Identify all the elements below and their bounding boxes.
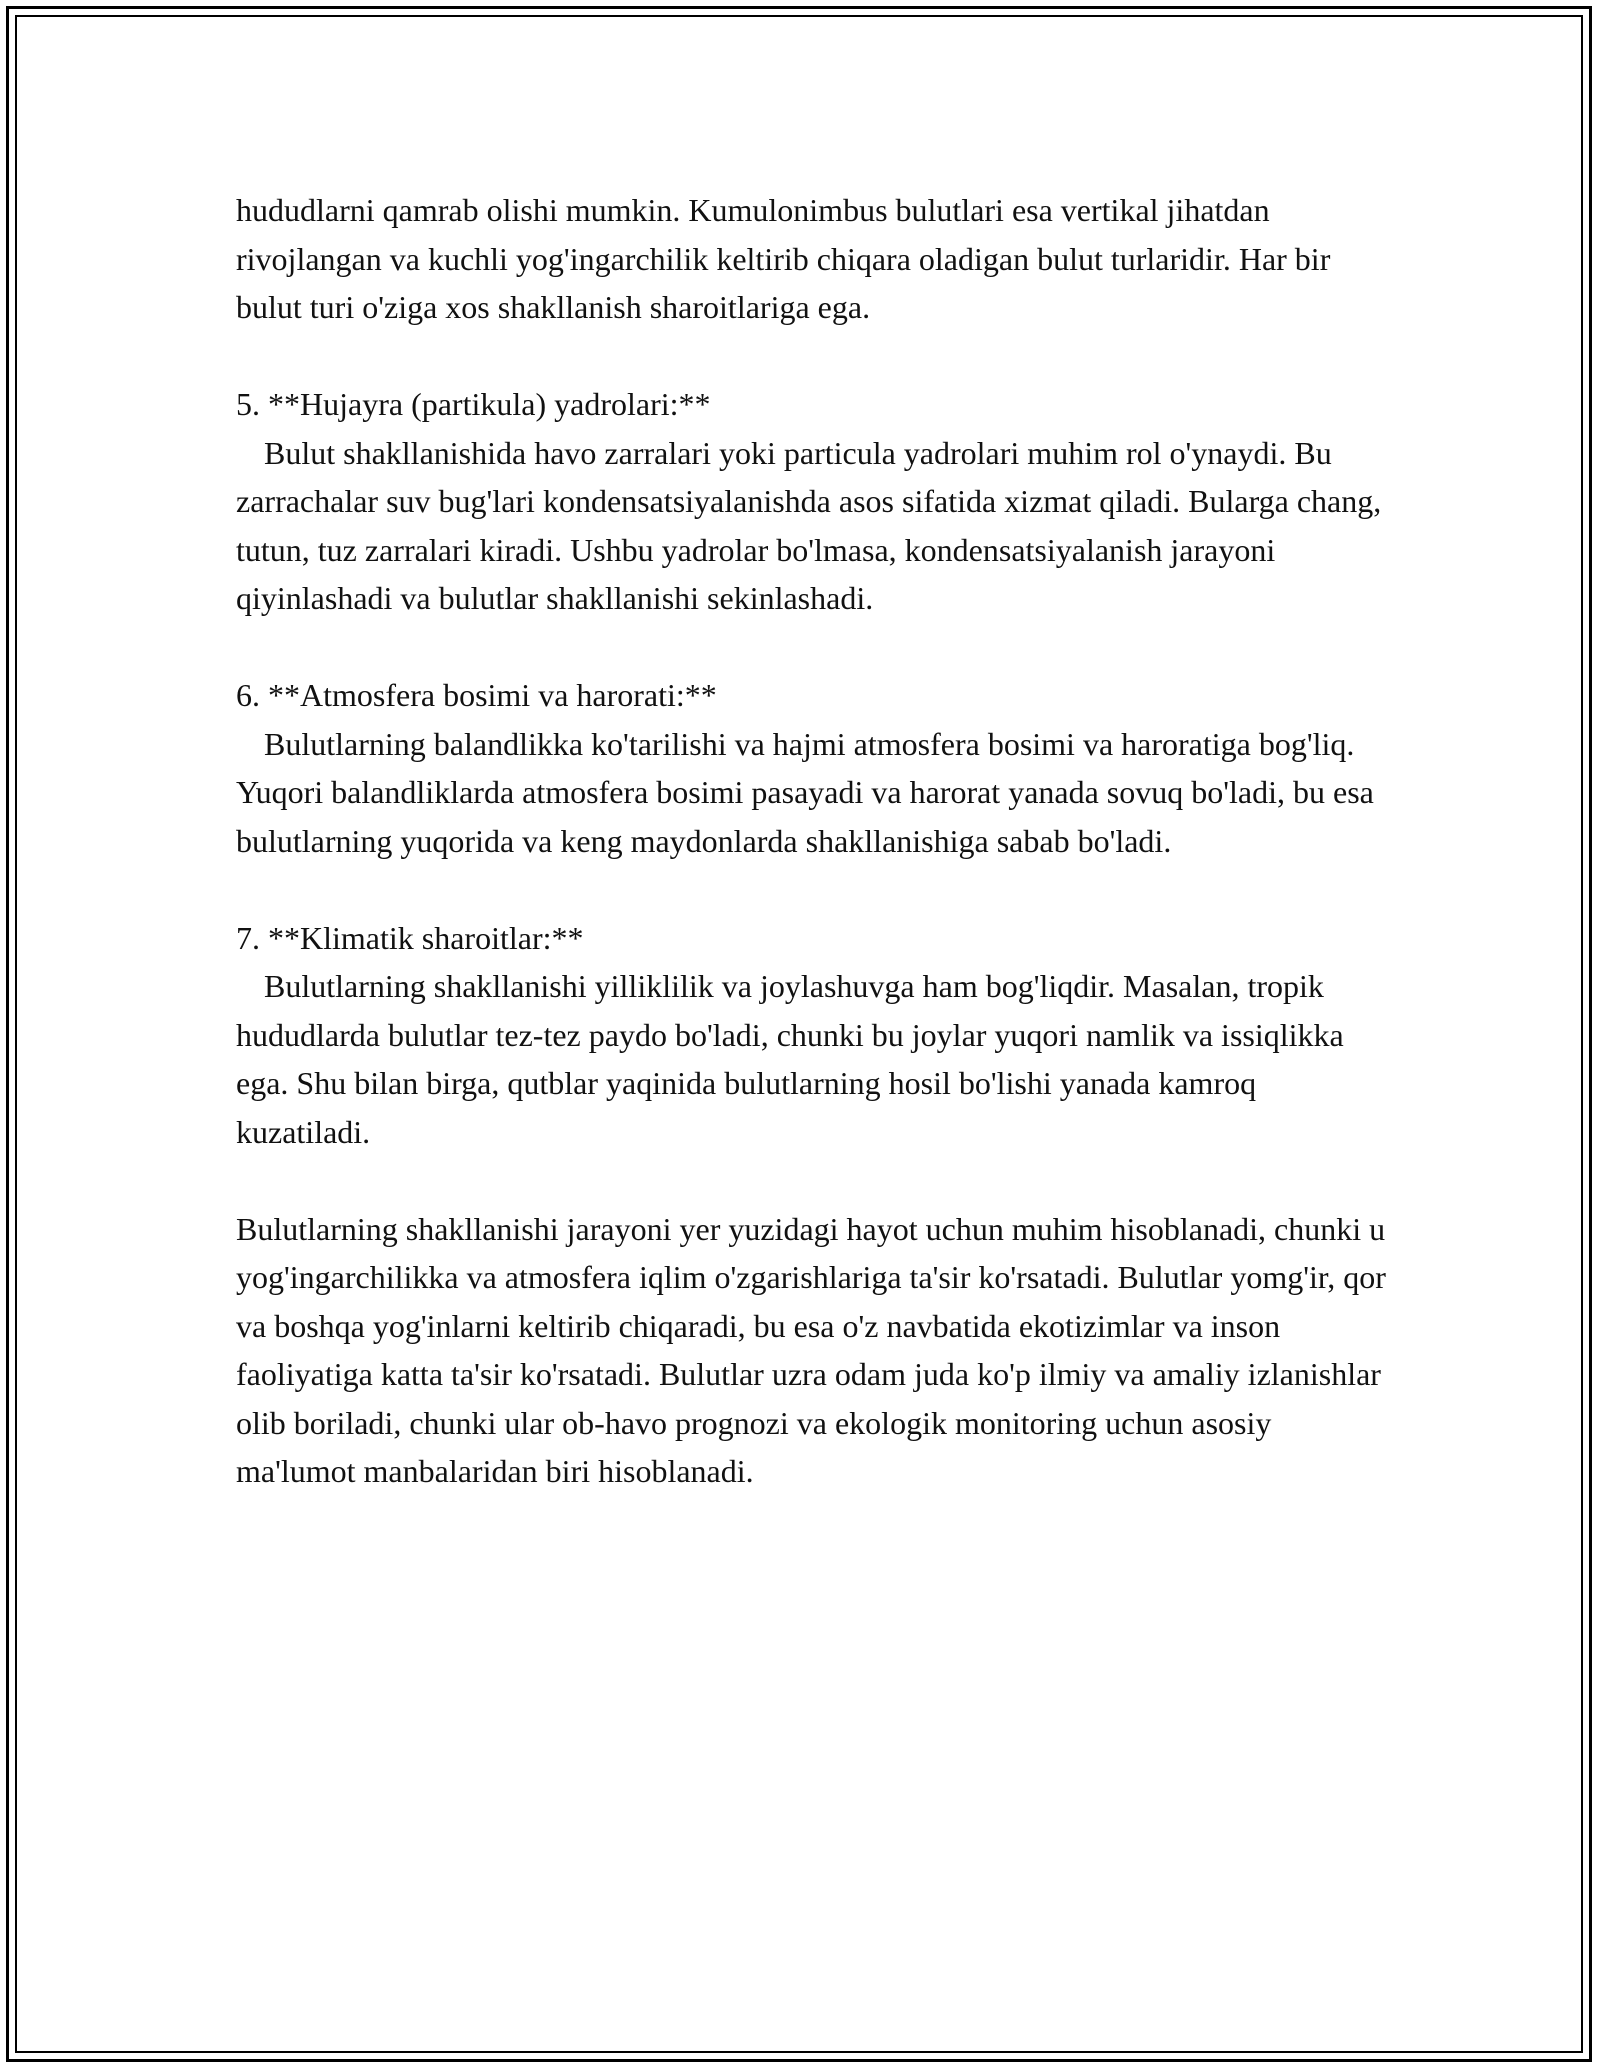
section-body: Bulut shakllanishida havo zarralari yoki particula yadrolari muhim rol o'ynaydi. Bu zarrachalar suv bug'lari kondensatsiyalanishda asos sifatida xizmat qiladi. Bularga chang, tutun, tuz zarralari kiradi. Ushbu yadrolar bo'lmasa, kondensatsiyalanish jarayoni qiyinlashadi va bulutlar shakllanishi sekinlashadi. (236, 434, 1390, 616)
section-body: Bulutlarning balandlikka ko'tarilishi va hajmi atmosfera bosimi va haroratiga bog'liq. Yuqori balandliklarda atmosfera bosimi pasayadi va harorat yanada sovuq bo'ladi, bu esa bulutlarning yuqorida va keng maydonlarda shakllanishiga sabab bo'ladi. (236, 725, 1382, 859)
section-7 (236, 914, 1386, 1157)
section-6 (236, 671, 1386, 865)
section-body: Bulutlarning shakllanishi yilliklilik va joylashuvga ham bog'liqdir. Masalan, tropik hududlarda bulutlar tez-tez paydo bo'ladi, chunki bu joylar yuqori namlik va issiqlikka ega. Shu bilan birga, qutblar yaqinida bulutlarning hosil bo'lishi yanada kamroq kuzatiladi. (236, 968, 1352, 1150)
section-heading: 6. **Atmosfera bosimi va harorati:** (236, 677, 717, 713)
closing-paragraph: Bulutlarning shakllanishi jarayoni yer yuzidagi hayot uchun muhim hisoblanadi, chunki u yog'ingarchilikka va atmosfera iqlim o'zgarishlariga ta'sir ko'rsatadi. Bulutlar yomg'ir, qor va boshqa yog'inlarni keltirib chiqaradi, bu esa o'z navbatida ekotizimlar va inson faoliyatiga katta ta'sir ko'rsatadi. Bulutlar uzra odam juda ko'p ilmiy va amaliy izlanishlar olib boriladi, chunki ular ob-havo prognozi va ekologik monitoring uchun asosiy ma'lumot manbalaridan biri hisoblanadi. (236, 1210, 1394, 1489)
intro-paragraph: hududlarni qamrab olishi mumkin. Kumulonimbus bulutlari esa vertikal jihatdan rivojlangan va kuchli yog'ingarchilik keltirib chiqara oladigan bulut turlaridir. Har bir bulut turi o'ziga xos shakllanish sharoitlariga ega. (236, 192, 1339, 325)
section-heading: 5. **Hujayra (partikula) yadrolari:** (236, 386, 711, 422)
document-body (236, 186, 1394, 1544)
section-5 (236, 380, 1390, 623)
section-heading: 7. **Klimatik sharoitlar:** (236, 919, 584, 956)
